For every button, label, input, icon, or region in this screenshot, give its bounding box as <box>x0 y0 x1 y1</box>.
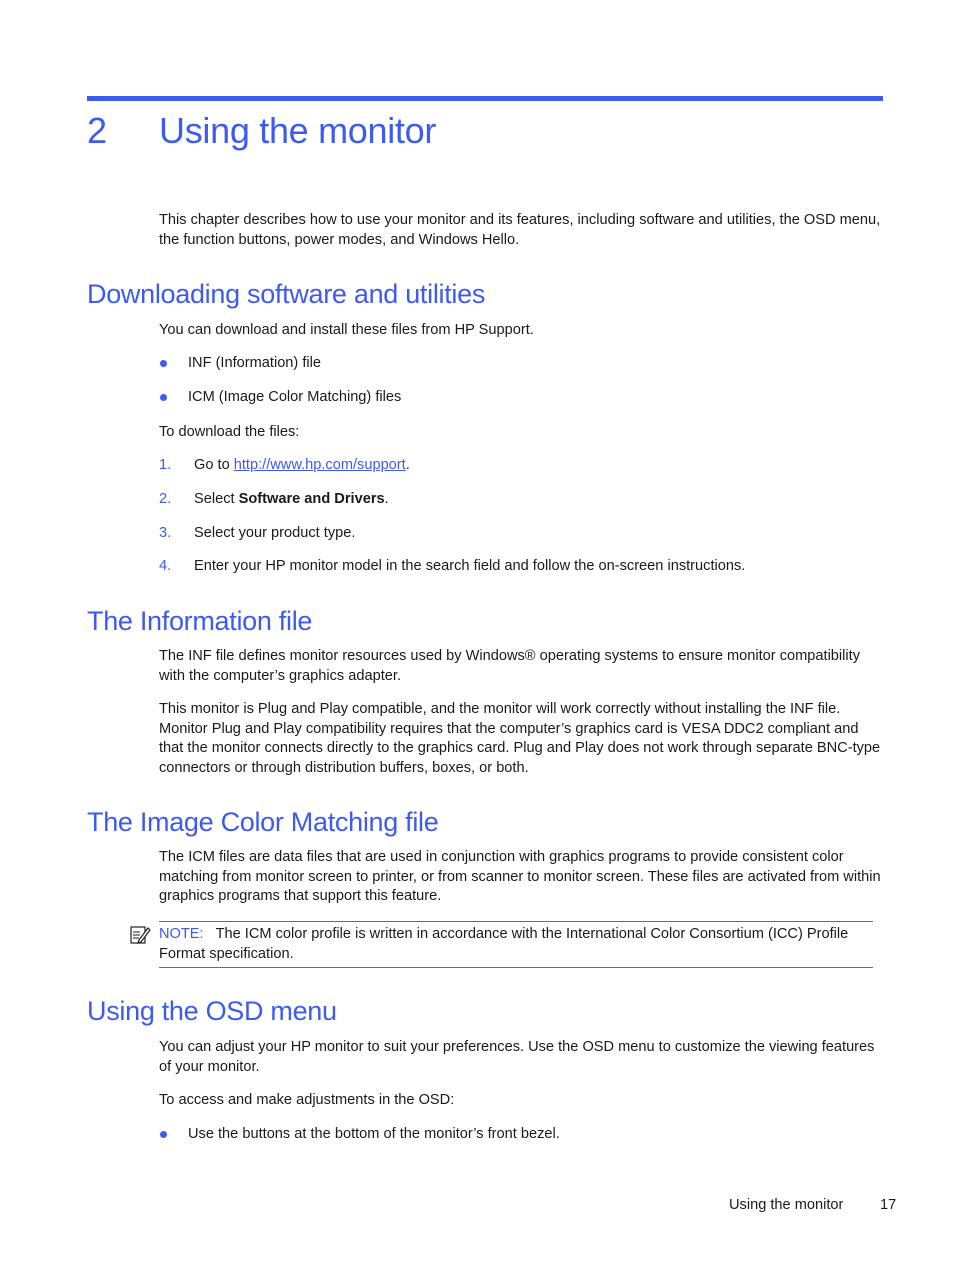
software-and-drivers-label: Software and Drivers <box>238 491 385 507</box>
download-instructions-lead: To download the files: <box>159 424 300 440</box>
bullet-icon <box>160 394 167 401</box>
hp-support-link[interactable]: http://www.hp.com/support <box>233 457 406 473</box>
footer-section-title: Using the monitor <box>729 1197 844 1213</box>
bullet-icon <box>160 360 167 367</box>
chapter-top-rule <box>87 96 883 101</box>
chapter-heading <box>87 108 436 154</box>
heading-information-file: The Information file <box>87 606 313 636</box>
heading-icm-file: The Image Color Matching file <box>87 807 439 837</box>
heading-downloading: Downloading software and utilities <box>87 279 486 309</box>
step-number: 3. <box>159 525 172 541</box>
chapter-number: 2 <box>87 110 107 151</box>
chapter-title: Using the monitor <box>159 110 437 151</box>
heading-osd-menu: Using the OSD menu <box>87 996 337 1026</box>
downloading-paragraph: You can download and install these files from HP Support. <box>159 322 534 338</box>
step-number: 4. <box>159 558 172 574</box>
intro-paragraph: This chapter describes how to use your monitor and its features, including software and utilities, the OSD menu, the function buttons, power modes, and Windows Hello. <box>159 212 881 248</box>
footer-page-number: 17 <box>880 1197 897 1213</box>
note-text: NOTE: The ICM color profile is written in accordance with the International Color Consortium (ICC) Profile Format specification. <box>159 926 849 962</box>
note-label: NOTE: <box>159 926 204 942</box>
note-icon <box>129 924 151 946</box>
step-number: 1. <box>159 457 172 473</box>
step-number: 2. <box>159 491 172 507</box>
osd-paragraph: You can adjust your HP monitor to suit your preferences. Use the OSD menu to customize the viewing features of your monitor. <box>159 1039 875 1075</box>
information-paragraph-1: The INF file defines monitor resources used by Windows® operating systems to ensure monitor compatibility with the computer’s graphics adapter. <box>159 648 861 684</box>
information-paragraph-2: This monitor is Plug and Play compatible, and the monitor will work correctly without installing the INF file. Monitor Plug and Play compatibility requires that the computer’s graphics card is VESA DDC2 compliant and that the monitor connects directly to the graphics card. Plug and Play does not work through separate BNC-type connectors or through distribution buffers, boxes, or both. <box>159 701 881 776</box>
osd-instructions-lead: To access and make adjustments in the OSD: <box>159 1092 455 1108</box>
bullet-icon <box>160 1131 167 1138</box>
icm-paragraph: The ICM files are data files that are used in conjunction with graphics programs to provide consistent color matching from monitor screen to printer, or from scanner to monitor screen. These files are activated from within graphics programs that support this feature. <box>159 849 881 904</box>
